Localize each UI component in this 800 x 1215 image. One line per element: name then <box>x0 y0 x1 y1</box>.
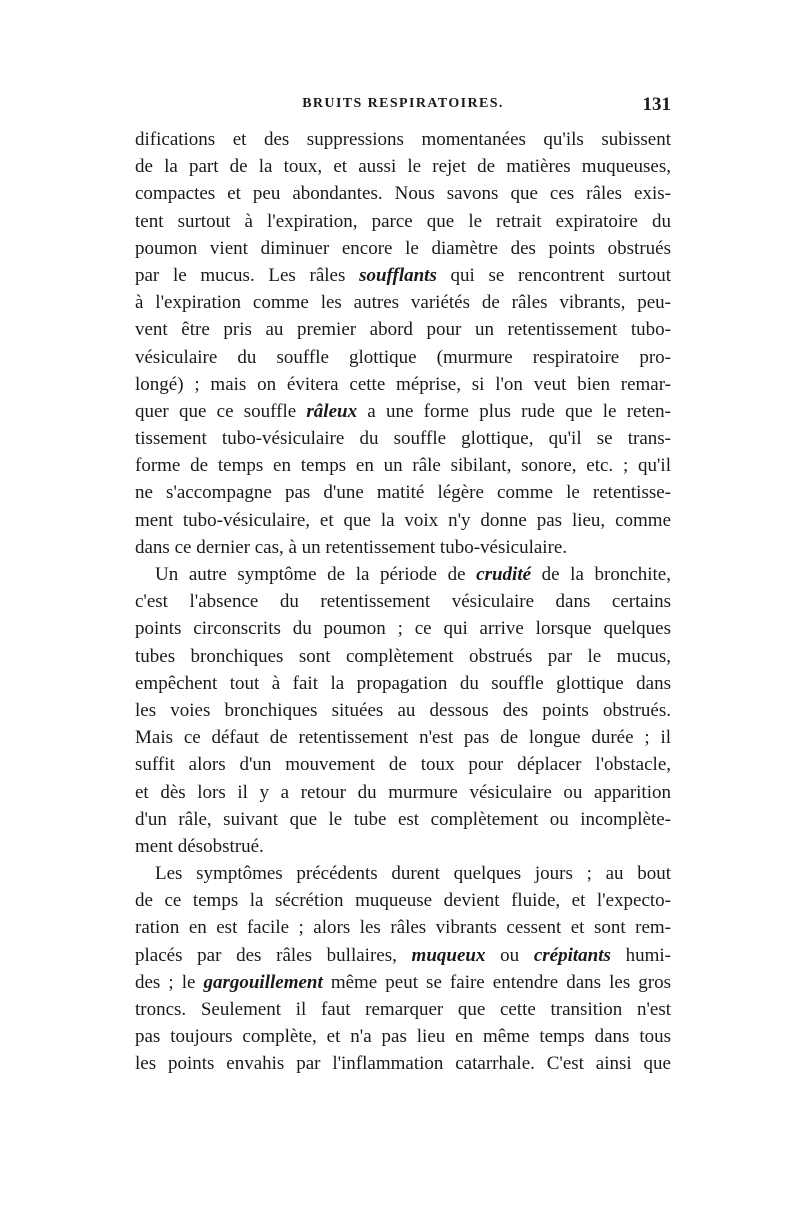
text-line <box>135 860 671 887</box>
text-segment: par le mucus. Les râles <box>135 264 360 286</box>
text-line <box>135 425 671 452</box>
text-segment: les points envahis par l'inflammation catarrhale. C'est ainsi que <box>135 1053 671 1075</box>
text-segment: de ce temps la sécrétion muqueuse devient fluide, et l'expecto- <box>135 890 671 912</box>
text-line <box>135 316 671 343</box>
text-line <box>135 942 671 969</box>
text-line <box>135 724 671 751</box>
text-segment: ration en est facile ; alors les râles vibrants cessent et sont rem- <box>135 917 671 939</box>
text-segment: troncs. Seulement il faut remarquer que cette transition n'est <box>135 999 671 1020</box>
text-line <box>135 126 671 153</box>
text-line <box>135 643 671 670</box>
text-line <box>135 887 671 914</box>
text-segment: qui se rencontrent surtout <box>436 264 671 286</box>
text-line <box>135 180 671 207</box>
text-segment: placés par des râles bullaires, <box>135 944 412 966</box>
running-title: BRUITS RESPIRATOIRES. <box>302 96 504 111</box>
text-line <box>135 1050 671 1077</box>
text-segment: pas toujours complète, et n'a pas lieu en même temps dans tous <box>135 1026 671 1048</box>
text-line <box>135 344 671 371</box>
text-line <box>135 996 671 1023</box>
text-segment: Un autre symptôme de la période de <box>155 564 477 585</box>
text-segment: compactes et peu abondantes. Nous savons que ces râles exis- <box>135 183 671 205</box>
text-line <box>135 398 671 425</box>
text-line <box>135 507 671 534</box>
italic-term: gargouillement <box>203 971 323 993</box>
text-segment: tent surtout à l'expiration, parce que le retrait expiratoire du <box>135 210 671 232</box>
italic-term: crudité <box>476 564 532 585</box>
text-segment: poumon vient diminuer encore le diamètre des points obstrués <box>135 237 671 259</box>
text-line <box>135 588 671 615</box>
text-line <box>135 697 671 724</box>
text-segment: empêchent tout à fait la propagation du souffle glottique dans <box>135 672 671 694</box>
text-line <box>135 371 671 398</box>
text-line <box>135 806 671 833</box>
text-segment: ment tubo-vésiculaire, et que la voix n'y donne pas lieu, comme <box>135 509 671 531</box>
text-segment: Mais ce défaut de retentissement n'est pas de longue durée ; il <box>135 727 671 749</box>
text-line <box>135 833 671 860</box>
text-segment: ne s'accompagne pas d'une matité légère comme le retentisse- <box>135 482 671 504</box>
text-segment: suffit alors d'un mouvement de toux pour déplacer l'obstacle, <box>135 754 671 776</box>
italic-term: crépitants <box>533 944 611 966</box>
text-line <box>135 262 671 289</box>
text-line <box>135 1023 671 1050</box>
text-segment: tubes bronchiques sont complètement obstrués par le mucus, <box>135 645 671 667</box>
text-line <box>135 479 671 506</box>
italic-term: muqueux <box>411 944 486 966</box>
text-segment: et dès lors il y a retour du murmure vésiculaire ou apparition <box>135 781 671 803</box>
body-text <box>135 126 671 1078</box>
text-line <box>135 914 671 941</box>
text-line <box>135 751 671 778</box>
text-segment: des ; le <box>135 971 204 993</box>
text-line <box>135 208 671 235</box>
text-segment: points circonscrits du poumon ; ce qui arrive lorsque quelques <box>135 618 671 640</box>
text-line <box>135 615 671 642</box>
text-segment: les voies bronchiques situées au dessous des points obstrués. <box>135 699 671 721</box>
text-segment: difications et des suppressions momentanées qu'ils subissent <box>135 129 671 150</box>
text-segment: longé) ; mais on évitera cette méprise, si l'on veut bien remar- <box>135 373 671 395</box>
text-line <box>135 561 671 588</box>
text-segment: même peut se faire entendre dans les gros <box>322 971 671 993</box>
text-segment: d'un râle, suivant que le tube est complètement ou incomplète- <box>135 808 671 830</box>
text-segment: vésiculaire du souffle glottique (murmure respiratoire pro- <box>135 346 671 368</box>
text-segment: dans ce dernier cas, à un retentissement tubo-vésiculaire. <box>135 536 568 558</box>
text-segment: humi- <box>610 944 671 966</box>
text-segment: forme de temps en temps en un râle sibilant, sonore, etc. ; qu'il <box>135 455 671 477</box>
text-segment: de la part de la toux, et aussi le rejet de matières muqueuses, <box>135 156 671 178</box>
page-number: 131 <box>642 94 671 115</box>
italic-term: soufflants <box>359 264 437 286</box>
text-segment: tissement tubo-vésiculaire du souffle glottique, qu'il se trans- <box>135 428 671 450</box>
text-line <box>135 779 671 806</box>
text-line <box>135 235 671 262</box>
running-head <box>135 94 671 120</box>
text-segment: quer que ce souffle <box>135 400 307 422</box>
text-line <box>135 969 671 996</box>
text-segment: ou <box>485 944 534 966</box>
italic-term: râleux <box>306 400 358 422</box>
text-segment: vent être pris au premier abord pour un retentissement tubo- <box>135 319 671 341</box>
text-line <box>135 670 671 697</box>
text-line <box>135 289 671 316</box>
text-line <box>135 534 671 561</box>
text-segment: à l'expiration comme les autres variétés de râles vibrants, peu- <box>135 292 671 314</box>
text-segment: Les symptômes précédents durent quelques jours ; au bout <box>155 863 671 885</box>
text-segment: ment désobstrué. <box>135 835 264 857</box>
text-segment: de la bronchite, <box>531 564 671 585</box>
text-segment: a une forme plus rude que le reten- <box>357 400 671 422</box>
text-segment: c'est l'absence du retentissement vésiculaire dans certains <box>135 591 671 613</box>
text-line <box>135 153 671 180</box>
text-line <box>135 452 671 479</box>
